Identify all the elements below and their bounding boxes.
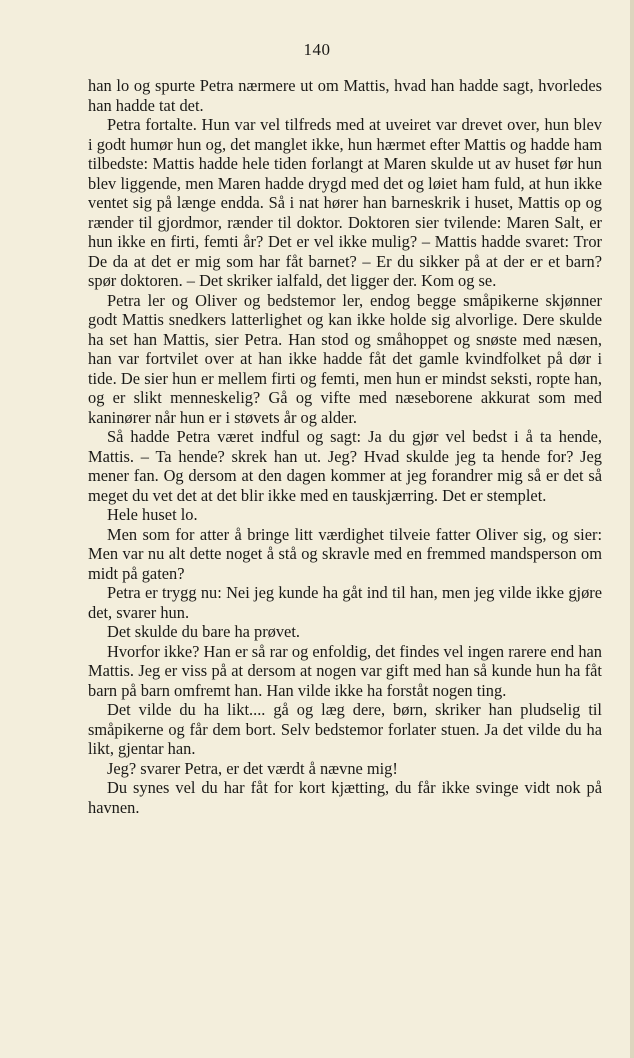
paragraph: Men som for atter å bringe litt værdighet tilveie fatter Oliver sig, og sier: Men var nu alt dette noget å stå og skravle med en fremmed mandsperson om midt på gaten? [88,524,602,583]
paragraph: Hvorfor ikke? Han er så rar og enfoldig, det findes vel ingen rarere end han Mattis. Jeg er viss på at dersom at nogen var gift med han så kunde hun ha fåt barn på barn omfremt han. Han vilde ikke ha forståt nogen ting. [88,641,602,700]
paragraph: Det skulde du bare ha prøvet. [107,622,300,641]
paragraph: Hele huset lo. [107,505,198,524]
page-number: 140 [303,40,331,59]
paragraph: han lo og spurte Petra nærmere ut om Mattis, hvad han hadde sagt, hvorledes han hadde tat det. [88,76,602,115]
paragraph: Petra fortalte. Hun var vel tilfreds med at uveiret var drevet over, hun blev i godt humør hun og, det manglet ikke, hun hærmet efter Mattis og hadde ham tilbedste: Mattis hadde hele tiden forlangt at Maren skulde ut av huset før hun blev liggende, men Maren hadde drygd med det og løiet ham fuld, at hun ikke ventet sig på længe endda. Så i nat hører han barneskrik i huset, Mattis op og rænder til gjordmor, rænder til doktor. Doktoren sier tvilende: Maren Salt, er hun ikke en firti, femti år? Det er vel ikke mulig? – Mattis hadde svaret: Tror De da at det er mig som har fåt barnet? – Er du sikker på at der er et barn? spør doktoren. – Det skriker ialfald, det ligger der. Kom og se. [88,115,602,290]
paragraph: Så hadde Petra været indful og sagt: Ja du gjør vel bedst i å ta hende, Mattis. – Ta hende? skrek han ut. Jeg? Hvad skulde jeg ta hende for? Jeg mener fan. Og dersom at den dagen kommer at jeg forandrer mig så er det så meget du vet det at det blir ikke med en tauskjærring. Det er stemplet. [88,427,602,505]
paragraph: Det vilde du ha likt.... gå og læg dere, børn, skriker han pludselig til småpikerne og får dem bort. Selv bedstemor forlater stuen. Ja det vilde du ha likt, gjentar han. [88,700,602,758]
paragraph: Petra ler og Oliver og bedstemor ler, endog begge småpikerne skjønner godt Mattis snedkers latterlighet og kan ikke holde sig alvorlige. Dere skulde ha set han Mattis, sier Petra. Han stod og småhoppet og snøste med næsen, han var fortvilet over at han ikke hadde fåt det gamle kvindfolket på dør i tide. De sier hun er mellem firti og femti, men hun er mindst seksti, ropte han, og er slikt menneskelig? Gå og vifte med næseborene akkurat som med kaninører når hun er i støvets år og alder. [88,290,602,427]
paragraph: Jeg? svarer Petra, er det værdt å nævne mig! [107,758,398,778]
paragraph: Du synes vel du har fåt for kort kjætting, du får ikke svinge vidt nok på havnen. [88,778,602,817]
paragraph: Petra er trygg nu: Nei jeg kunde ha gåt ind til han, men jeg vilde ikke gjøre det, svarer hun. [88,583,602,622]
body-text [88,76,602,817]
page-edge [630,0,634,1058]
